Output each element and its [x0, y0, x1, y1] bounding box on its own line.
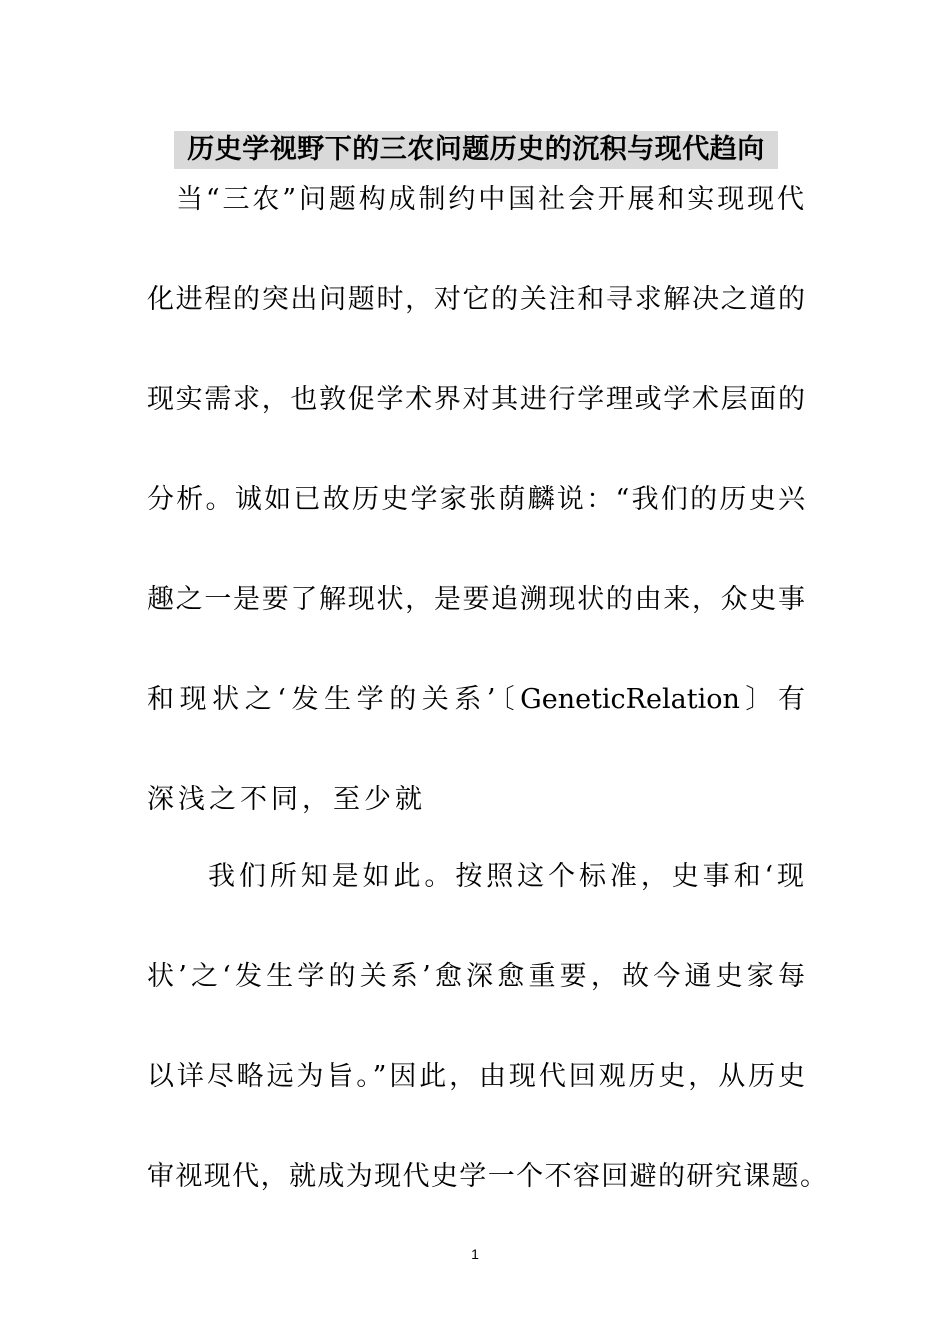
text-line: 状’之‘发生学的关系’愈深愈重要，故今通史家每 [147, 961, 805, 992]
text-line: 审视现代，就成为现代史学一个不容回避的研究课题。 [147, 1161, 827, 1192]
document-title: 历史学视野下的三农问题历史的沉积与现代趋向 [174, 131, 778, 169]
text-line: 和现状之‘发生学的关系’〔GeneticRelation〕有 [147, 684, 805, 715]
text-line: 化进程的突出问题时，对它的关注和寻求解决之道的 [147, 284, 805, 315]
text-line: 我们所知是如此。按照这个标准，史事和‘现 [208, 861, 804, 892]
text-line: 趣之一是要了解现状，是要追溯现状的由来，众史事 [147, 584, 805, 615]
text-line: 当“三农”问题构成制约中国社会开展和实现现代 [176, 184, 804, 215]
text-line: 深浅之不同，至少就 [147, 784, 426, 815]
text-line: 分析。诚如已故历史学家张荫麟说：“我们的历史兴 [147, 484, 805, 515]
text-line: 现实需求，也敦促学术界对其进行学理或学术层面的 [147, 384, 805, 415]
text-line: 以详尽略远为旨。”因此，由现代回观历史，从历史 [147, 1061, 805, 1092]
page-number: 1 [471, 1246, 479, 1262]
